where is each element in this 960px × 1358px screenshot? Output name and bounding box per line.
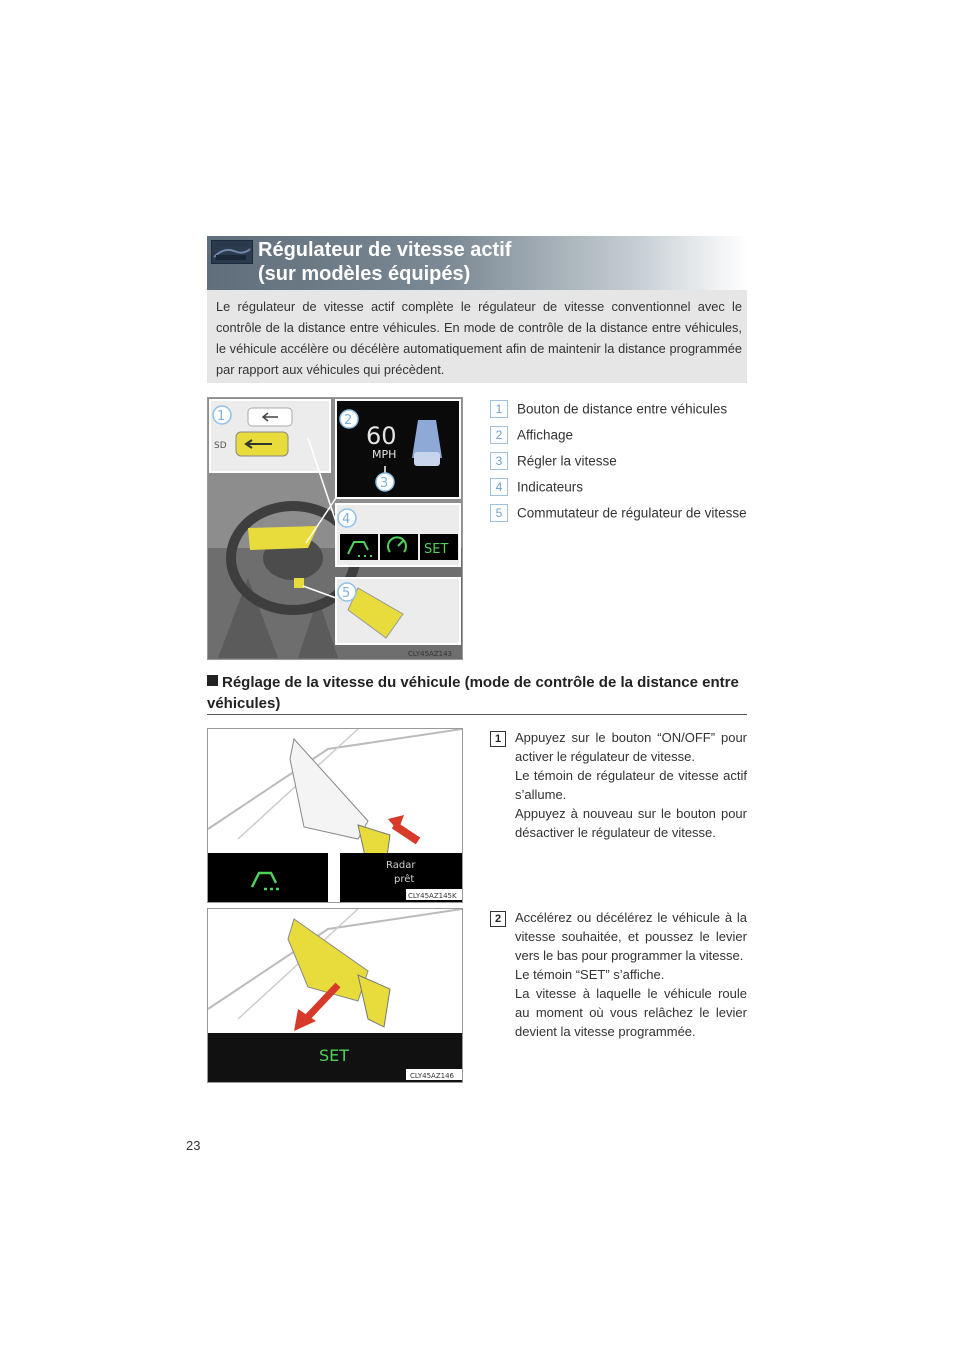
figure-cockpit [207,397,463,660]
callout-number: 3 [490,452,508,470]
callout-5 [490,503,747,523]
callout-label: Indicateurs [517,479,584,495]
section-heading-text: Réglage de la vitesse du véhicule (mode de contrôle de la distance entre véhicules) [207,674,739,712]
fig1-marker-4: 4 [342,512,351,527]
page-number: 23 [186,1138,201,1153]
callout-3 [490,451,617,471]
title-line-1: Régulateur de vitesse actif [258,239,512,261]
callout-2 [490,425,573,445]
fig2-code: CLY45AZ145K [408,892,457,900]
callout-number: 5 [490,504,508,522]
title-line-2: (sur modèles équipés) [258,263,471,285]
fig1-unit: MPH [372,448,397,461]
callout-label: Affichage [517,427,574,443]
intro-text: Le régulateur de vitesse actif complète le régulateur de vitesse conventionnel avec le contrôle de la distance entre véhicules. En mode de contrôle de la distance entre véhicules, le véhicule accélère ou décélère automatiquement afin de maintenir la distance programmée par rapport aux véhicules qui précèdent. [216,299,742,377]
step-1-para-2: Le témoin de régulateur de vitesse actif s’allume. [515,768,747,802]
radar-line-2: prêt [394,874,415,885]
step-2-para-3: La vitesse à laquelle le véhicule roule au moment où vous relâchez le levier devient la vitesse programmée. [515,986,747,1039]
step-1-para-1: Appuyez sur le bouton “ON/OFF” pour activer le régulateur de vitesse. [515,730,747,764]
callout-number: 1 [490,400,508,418]
title-thumbnail [211,240,253,264]
step-2-badge: 2 [490,911,506,927]
page-title [258,238,511,286]
figure-set [207,908,463,1083]
step-1-badge: 1 [490,731,506,747]
fig3-set-indicator: SET [319,1046,350,1065]
section-divider [207,714,747,715]
step-1-text [515,728,747,842]
fig1-marker-1: 1 [217,409,226,424]
figure-onoff [207,728,463,903]
svg-text:SD: SD [214,441,227,451]
callout-label: Bouton de distance entre véhicules [517,401,728,417]
fig1-marker-5: 5 [342,586,351,601]
square-bullet-icon [207,675,218,686]
step-2-para-1: Accélérez ou décélérez le véhicule à la vitesse souhaitée, et poussez le levier vers le bas pour programmer la vitesse. [515,910,747,963]
radar-line-1: Radar [386,860,416,871]
fig1-code: CLY45AZ143 [408,650,452,658]
step-2-para-2: Le témoin “SET” s’affiche. [515,967,665,982]
callout-1 [490,399,727,419]
fig1-set-indicator: SET [424,542,449,557]
fig3-code: CLY45AZ146 [410,1072,454,1080]
step-1-para-3: Appuyez à nouveau sur le bouton pour désactiver le régulateur de vitesse. [515,806,747,840]
callout-number: 4 [490,478,508,496]
step-2-text [515,908,747,1041]
fig1-marker-2: 2 [344,413,353,428]
section-heading [207,672,747,714]
fig1-speed: 60 [366,422,397,450]
callout-4 [490,477,583,497]
callout-label: Régler la vitesse [517,453,617,469]
fig1-marker-3: 3 [380,476,389,491]
callout-label: Commutateur de régulateur de vitesse [517,505,747,521]
callout-number: 2 [490,426,508,444]
